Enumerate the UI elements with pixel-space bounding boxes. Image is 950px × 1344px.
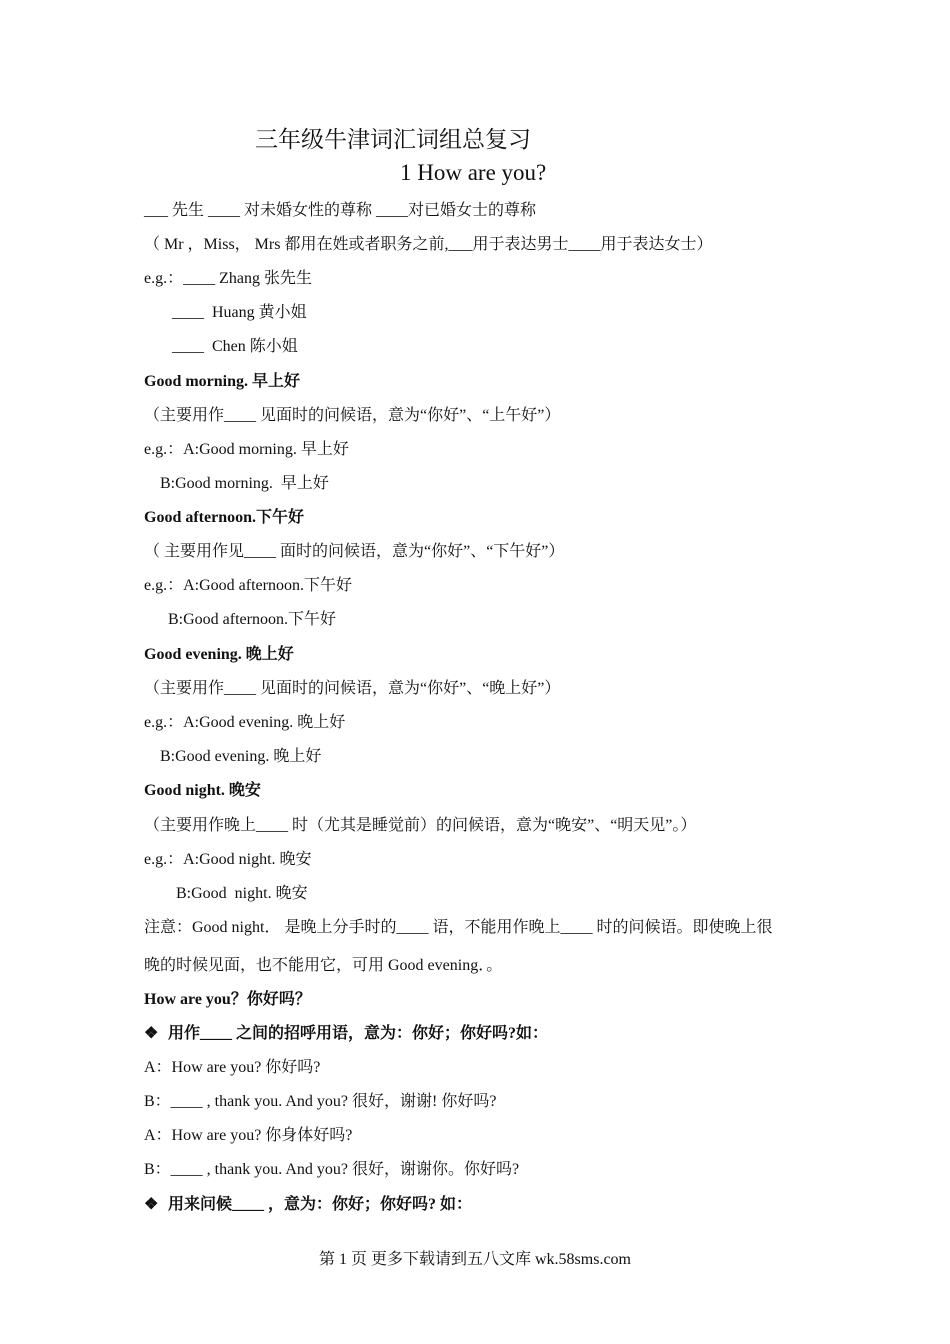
text-line: e.g.：A:Good afternoon.下午好 [144,577,352,594]
section-heading: 1 How are you? [400,160,547,185]
bullet-line [144,1195,472,1215]
note-line: 注意：Good night． 是晚上分手时的____ 语，不能用作晚上____ 时的问候语。即使晚上很 [144,919,773,936]
text-line: B:Good evening. 晚上好 [144,748,322,765]
phrase-heading: Good morning. 早上好 [144,373,301,390]
note-line: 晚的时候见面，也不能用它，可用 Good evening．。 [144,957,503,974]
text-line: （主要用作晚上____ 时（尤其是睡觉前）的问候语，意为“晚安”、“明天见”。） [144,817,697,834]
phrase-heading: Good evening. 晚上好 [144,646,294,663]
text-line: （ 主要用作见____ 面时的问候语，意为“你好”、“下午好”） [144,543,565,560]
dialogue-line: A：How are you? 你身体好吗? [144,1127,353,1144]
page-footer: 第 1 页 更多下载请到五八文库 wk.58sms.com [318,1251,631,1268]
dialogue-line: A：How are you? 你好吗? [144,1059,321,1076]
document-title: 三年级牛津词汇词组总复习 [255,127,531,152]
bullet-text: 用作____ 之间的招呼用语，意为：你好；你好吗?如： [168,1025,549,1042]
phrase-heading: Good night. 晚安 [144,782,261,799]
diamond-bullet-icon: ❖ [144,1025,159,1042]
text-line: B:Good morning. 早上好 [144,475,329,492]
text-line: ___ 先生 ____ 对未婚女性的尊称 ____对已婚女士的尊称 [144,202,537,219]
text-line: ____ Chen 陈小姐 [144,338,298,355]
text-line: ____ Huang 黄小姐 [144,304,307,321]
text-line: B:Good afternoon.下午好 [144,611,336,628]
phrase-heading: Good afternoon.下午好 [144,509,305,526]
text-line: e.g.：A:Good morning. 早上好 [144,441,349,458]
bullet-line [144,1024,548,1044]
text-line: （主要用作____ 见面时的问候语，意为“你好”、“晚上好”） [144,680,561,697]
diamond-bullet-icon: ❖ [144,1196,159,1213]
bullet-text: 用来问候____ ，意为：你好；你好吗? 如： [168,1196,473,1213]
text-line: e.g.：____ Zhang 张先生 [144,270,312,287]
phrase-heading: How are you？你好吗？ [144,991,311,1008]
dialogue-line: B：____ , thank you. And you? 很好，谢谢! 你好吗? [144,1093,497,1110]
dialogue-line: B：____ , thank you. And you? 很好，谢谢你。你好吗? [144,1161,520,1178]
text-line: （主要用作____ 见面时的问候语，意为“你好”、“上午好”） [144,407,561,424]
text-line: e.g.：A:Good night. 晚安 [144,851,312,868]
text-line: B:Good night. 晚安 [144,885,308,902]
text-line: （ Mr ，Miss， Mrs 都用在姓或者职务之前,___用于表达男士____用于表达女士） [144,236,713,253]
text-line: e.g.：A:Good evening. 晚上好 [144,714,346,731]
